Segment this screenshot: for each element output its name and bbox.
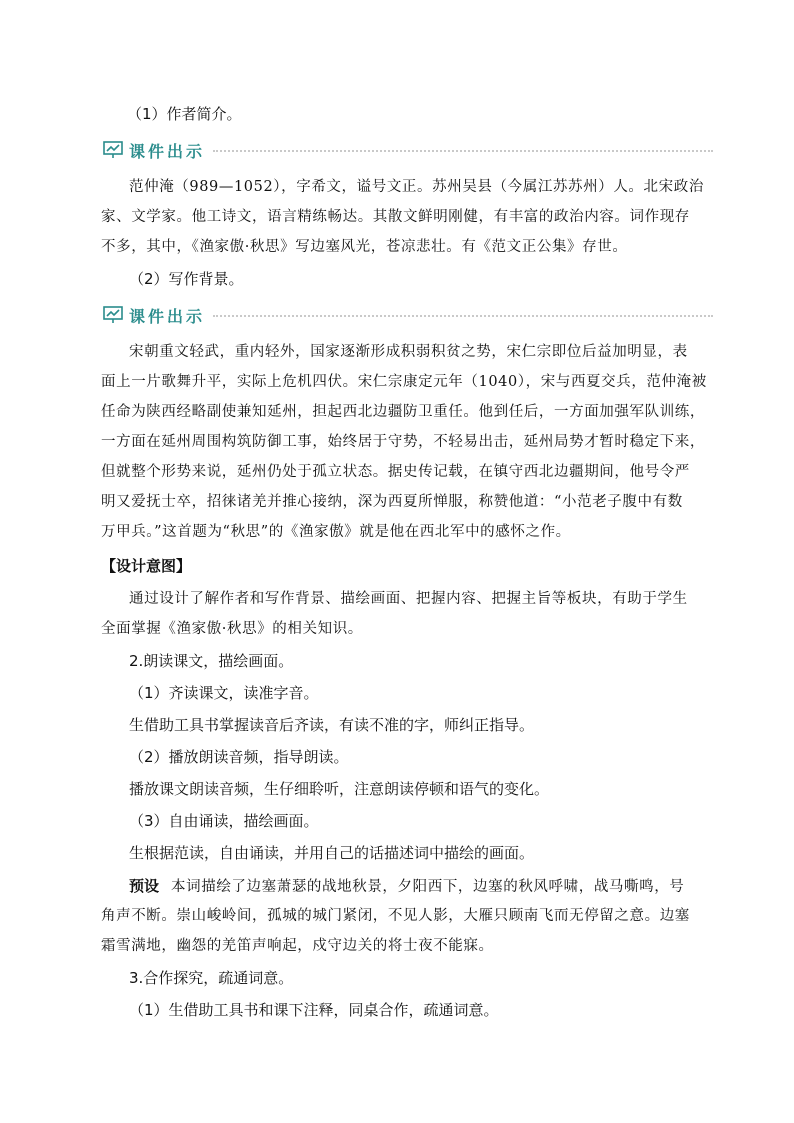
section-heading-author-intro: （1）作者简介。 [127, 105, 242, 123]
substep-heading: （1）生借助工具书和课下注释，同桌合作，疏通词意。 [129, 1001, 499, 1019]
courseware-banner [103, 138, 713, 164]
background-line: 万甲兵。”这首题为“秋思”的《渔家傲》就是他在西北军中的感怀之作。 [101, 524, 571, 540]
dotted-rule [213, 315, 713, 317]
banner-label: 课件出示 [129, 307, 206, 326]
design-intent-line: 全面掌握《渔家傲·秋思》的相关知识。 [101, 621, 363, 637]
presentation-icon [103, 141, 123, 159]
dotted-rule [213, 150, 713, 152]
substep-text: 生根据范读，自由诵读，并用自己的话描述词中描绘的画面。 [129, 844, 535, 862]
background-line: 任命为陕西经略副使兼知延州，担起西北边疆防卫重任。他到任后，一方面加强军队训练， [101, 404, 705, 420]
author-bio-line: 不多，其中，《渔家傲·秋思》写边塞风光，苍凉悲壮。有《范文正公集》存世。 [101, 239, 628, 255]
design-intent-line: 通过设计了解作者和写作背景、描绘画面、把握内容、把握主旨等板块，有助于学生 [129, 591, 688, 607]
background-line: 一方面在延州周围构筑防御工事，始终居于守势，不轻易出击，延州局势才暂时稳定下来， [101, 434, 705, 450]
substep-text: 生借助工具书掌握读音后齐读，有读不准的字，师纠正指导。 [129, 716, 535, 734]
author-bio-line: 范仲淹（989—1052），字希文，谥号文正。苏州吴县（今属江苏苏州）人。北宋政治 [129, 179, 704, 195]
banner-label: 课件出示 [129, 142, 206, 161]
background-line: 宋朝重文轻武，重内轻外，国家逐渐形成积弱积贫之势，宋仁宗即位后益加明显，表 [129, 344, 688, 360]
design-intent-heading: 【设计意图】 [101, 557, 192, 575]
background-line: 但就整个形势来说，延州仍处于孤立状态。据史传记载，在镇守西北边疆期间，他号令严 [101, 464, 690, 480]
preset-label: 预设 [129, 877, 160, 895]
substep-heading: （3）自由诵读，描绘画面。 [129, 812, 319, 830]
presentation-icon [103, 306, 123, 324]
step-heading: 2.朗读课文，描绘画面。 [129, 652, 294, 670]
background-line: 明又爱抚士卒，招徕诸羌并推心接纳，深为西夏所惮服，称赞他道：“小范老子腹中有数 [101, 494, 683, 510]
substep-text: 播放课文朗读音频，生仔细聆听，注意朗读停顿和语气的变化。 [129, 780, 550, 798]
author-bio-line: 家、文学家。他工诗文，语言精练畅达。其散文鲜明刚健，有丰富的政治内容。词作现存 [101, 209, 690, 225]
step-heading: 3.合作探究，疏通词意。 [129, 969, 294, 987]
substep-heading: （2）播放朗读音频，指导朗读。 [129, 748, 349, 766]
section-heading-background: （2）写作背景。 [129, 270, 244, 288]
preset-text: 本词描绘了边塞萧瑟的战地秋景，夕阳西下，边塞的秋风呼啸，战马嘶鸣，号 [171, 879, 685, 895]
background-line: 面上一片歌舞升平，实际上危机四伏。宋仁宗康定元年（1040），宋与西夏交兵，范仲淹被 [101, 374, 707, 390]
courseware-banner [103, 303, 713, 329]
preset-paragraph [129, 875, 709, 898]
substep-heading: （1）齐读课文，读准字音。 [129, 684, 319, 702]
preset-line: 角声不断。崇山峻岭间，孤城的城门紧闭，不见人影，大雁只顾南飞而无停留之意。边塞 [101, 908, 690, 924]
preset-line: 霜雪满地，幽怨的羌笛声响起，戍守边关的将士夜不能寐。 [101, 938, 494, 954]
